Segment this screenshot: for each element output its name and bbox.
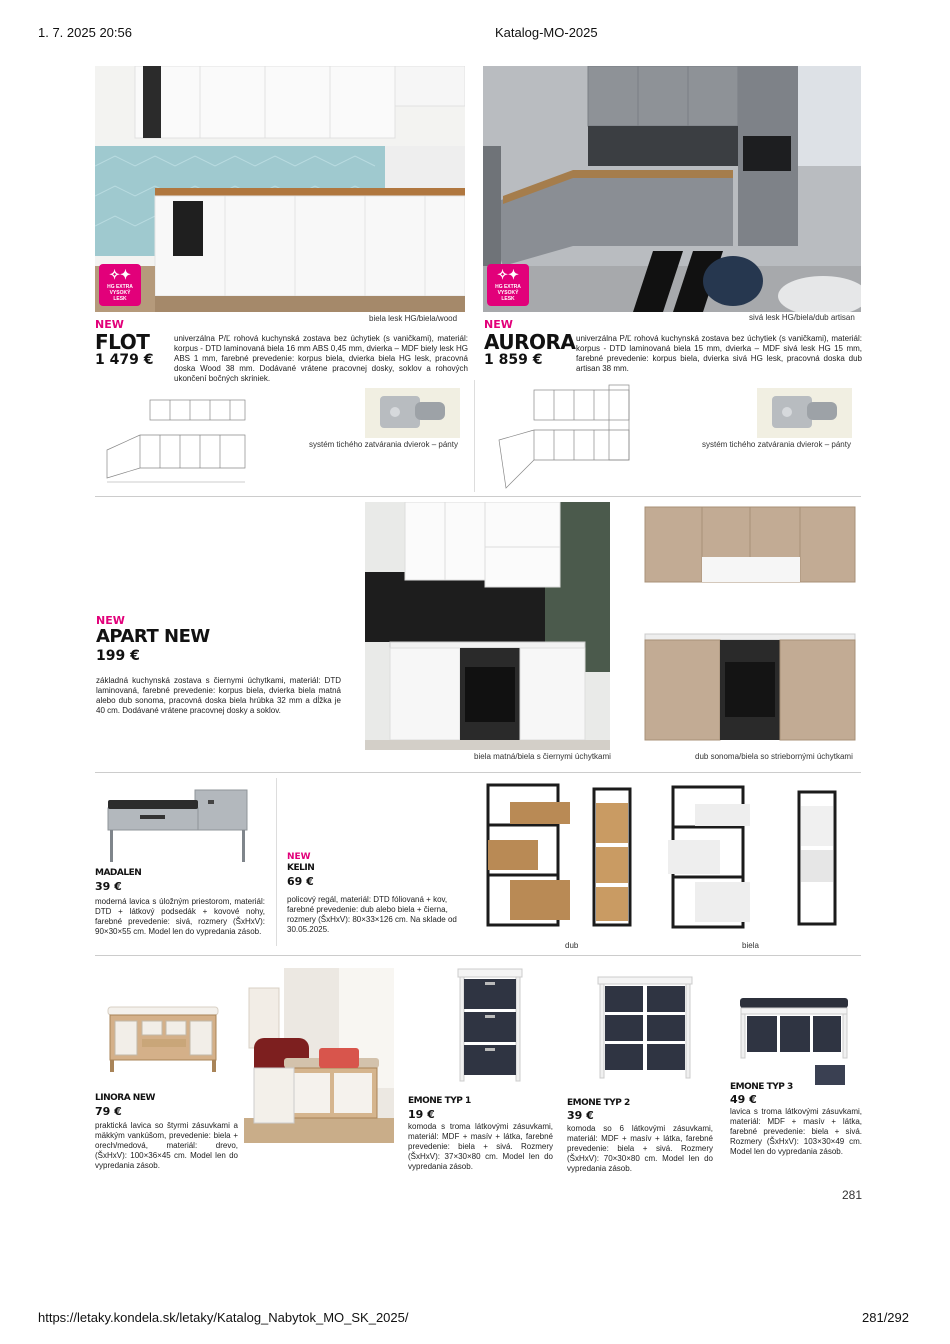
section-divider (95, 496, 861, 497)
emone3-price: 49 € (730, 1093, 757, 1106)
aurora-kitchen-photo (483, 66, 861, 312)
kelin-white-caption: biela (742, 941, 759, 950)
aurora-hinge-caption: systém tichého zatvárania dvierok – pánty (702, 440, 851, 449)
emone2-price: 39 € (567, 1109, 594, 1122)
page-number: 281 (842, 1188, 863, 1202)
linora-bench-photo (100, 995, 225, 1075)
apart-white-caption: biela matná/biela s čiernymi úchytkami (474, 752, 611, 761)
apart-oak-caption: dub sonoma/biela so striebornými úchytkami (695, 752, 853, 761)
emone3-description: lavica s troma látkovými zásuvkami, materiál: MDF + masív + látka, farebné prevedenie: biela + sivá. Rozmery (ŠxHxV): 103×30×49 cm. Model len do vypredania zásob. (730, 1107, 862, 1156)
linora-room-photo (244, 968, 394, 1143)
divider (474, 380, 475, 492)
linora-description: praktická lavica so štyrmi zásuvkami a mäkkým vankúšom, prevedenie: biela + orech/medová, materiál: drevo, (ŠxHxV): 100×36×45 cm. Model len do vypredania zásob. (95, 1121, 238, 1170)
flot-name: FLOT (95, 330, 150, 354)
document-title: Katalog-MO-2025 (495, 25, 598, 40)
emone2-description: komoda so 6 látkovými zásuvkami, materiál: MDF + masív + látka, farebné prevedenie: biela + sivá. Rozmery (ŠxHxV): 70×30×80 cm. Model len do vypredania zásob. (567, 1124, 713, 1173)
kelin-oak-shelf-photo (480, 780, 580, 940)
kelin-white-side-photo (795, 788, 840, 930)
section-divider (95, 955, 861, 956)
linora-name: LINORA NEW (95, 1093, 155, 1103)
hg-extra-badge-aurora: ✧✦ HG EXTRA VYSOKÝ LESK (487, 264, 529, 306)
flot-hinge-caption: systém tichého zatvárania dvierok – pánty (309, 440, 458, 449)
apart-price: 199 € (96, 648, 140, 664)
madalen-description: moderná lavica s úložným priestorom, materiál: DTD + látkový podsedák + kovové nohy, farebné prevedenie: sivá, rozmery (ŠxHxV): 90×30×55 cm. Model len do vypredania zásob. (95, 897, 265, 936)
emone1-price: 19 € (408, 1108, 435, 1121)
kelin-new-label: NEW (287, 852, 311, 862)
flot-price: 1 479 € (95, 352, 154, 368)
section-divider (95, 772, 861, 773)
flot-kitchen-photo (95, 66, 465, 312)
print-datetime: 1. 7. 2025 20:56 (38, 25, 132, 40)
flot-new-label: NEW (95, 318, 124, 331)
kelin-description: policový regál, materiál: DTD fóliovaná + kov, farebné prevedenie: dub alebo biela + čierna, rozmery (ŠxHxV): 80×33×126 cm. Na sklade od 30.05.2025. (287, 895, 457, 934)
apart-oak-photo (640, 502, 862, 750)
madalen-price: 39 € (95, 880, 122, 893)
kelin-name: KELIN (287, 863, 315, 873)
flot-hinge-photo (365, 388, 460, 438)
apart-name: APART NEW (96, 626, 210, 647)
kelin-oak-side-photo (590, 785, 635, 930)
madalen-bench-photo (100, 780, 260, 865)
page-count: 281/292 (862, 1310, 909, 1325)
kelin-price: 69 € (287, 875, 314, 888)
flot-color-caption: biela lesk HG/biela/wood (369, 314, 458, 323)
source-url[interactable] (38, 1310, 408, 1325)
divider (276, 778, 277, 946)
aurora-price: 1 859 € (484, 352, 543, 368)
sparkle-icon: ✧✦ (109, 267, 131, 282)
flot-dimension-drawing (95, 390, 250, 485)
aurora-hinge-photo (757, 388, 852, 438)
aurora-new-label: NEW (484, 318, 513, 331)
emone3-name: EMONE TYP 3 (730, 1082, 793, 1092)
emone2-name: EMONE TYP 2 (567, 1098, 630, 1108)
hg-extra-badge: ✧✦ HG EXTRA VYSOKÝ LESK (99, 264, 141, 306)
emone2-dresser-photo (595, 975, 695, 1080)
kelin-white-shelf-photo (665, 782, 755, 942)
aurora-description: univerzálna P/Ľ rohová kuchynská zostava bez úchytiek (s vaničkami), materiál: korpus - DTD laminovaná biela 15 mm, dvierka – MDF sivá lesk HG 15 mm, farebné prevedenie: korpus biela, dvierka sivá HG lesk, pracovná doska dub artisan 38 mm. (576, 334, 862, 373)
linora-price: 79 € (95, 1105, 122, 1118)
aurora-dimension-drawing (484, 380, 639, 490)
aurora-color-caption: sivá lesk HG/biela/dub artisan (749, 313, 855, 322)
apart-new-label: NEW (96, 614, 125, 627)
flot-description: univerzálna P/Ľ rohová kuchynská zostava bez úchytiek (s vaničkami), materiál: korpus - DTD laminovaná biela 16 mm ABS 0,45 mm, dvierka – MDF biely lesk HG ABS 1 mm, farebné prevedenie: korpus biela, dvierka biela HG lesk, pracovná doska Wood 38 mm. Dodávané vrátene pracovnej dosky, soklov a rohových ukončení bočných skriniek. (174, 334, 468, 383)
sparkle-icon: ✧✦ (497, 267, 519, 282)
apart-white-photo (365, 502, 610, 750)
emone1-dresser-photo (450, 965, 530, 1083)
emone3-bench-photo (735, 995, 853, 1085)
source-url-link[interactable]: https://letaky.kondela.sk/letaky/Katalog_Nabytok_MO_SK_2025/ (38, 1310, 409, 1325)
madalen-name: MADALEN (95, 868, 142, 878)
apart-description: základná kuchynská zostava s čiernymi úchytkami, materiál: DTD laminovaná, farebné prevedenie: korpus biela, dvierka biela matná alebo dub sonoma, pracovná doska biela hrúbka 32 mm a dĺžka je 40 cm. Dodávané vrátene pracovnej dosky a soklov. (96, 676, 341, 715)
kelin-oak-caption: dub (565, 941, 579, 950)
emone1-description: komoda s troma látkovými zásuvkami, materiál: MDF + masív + látka, farebné prevedenie: biela + sivá. Rozmery (ŠxHxV): 37×30×80 cm. Model len do vypredania zásob. (408, 1122, 553, 1171)
aurora-name: AURORA (484, 330, 576, 354)
emone1-name: EMONE TYP 1 (408, 1096, 471, 1106)
